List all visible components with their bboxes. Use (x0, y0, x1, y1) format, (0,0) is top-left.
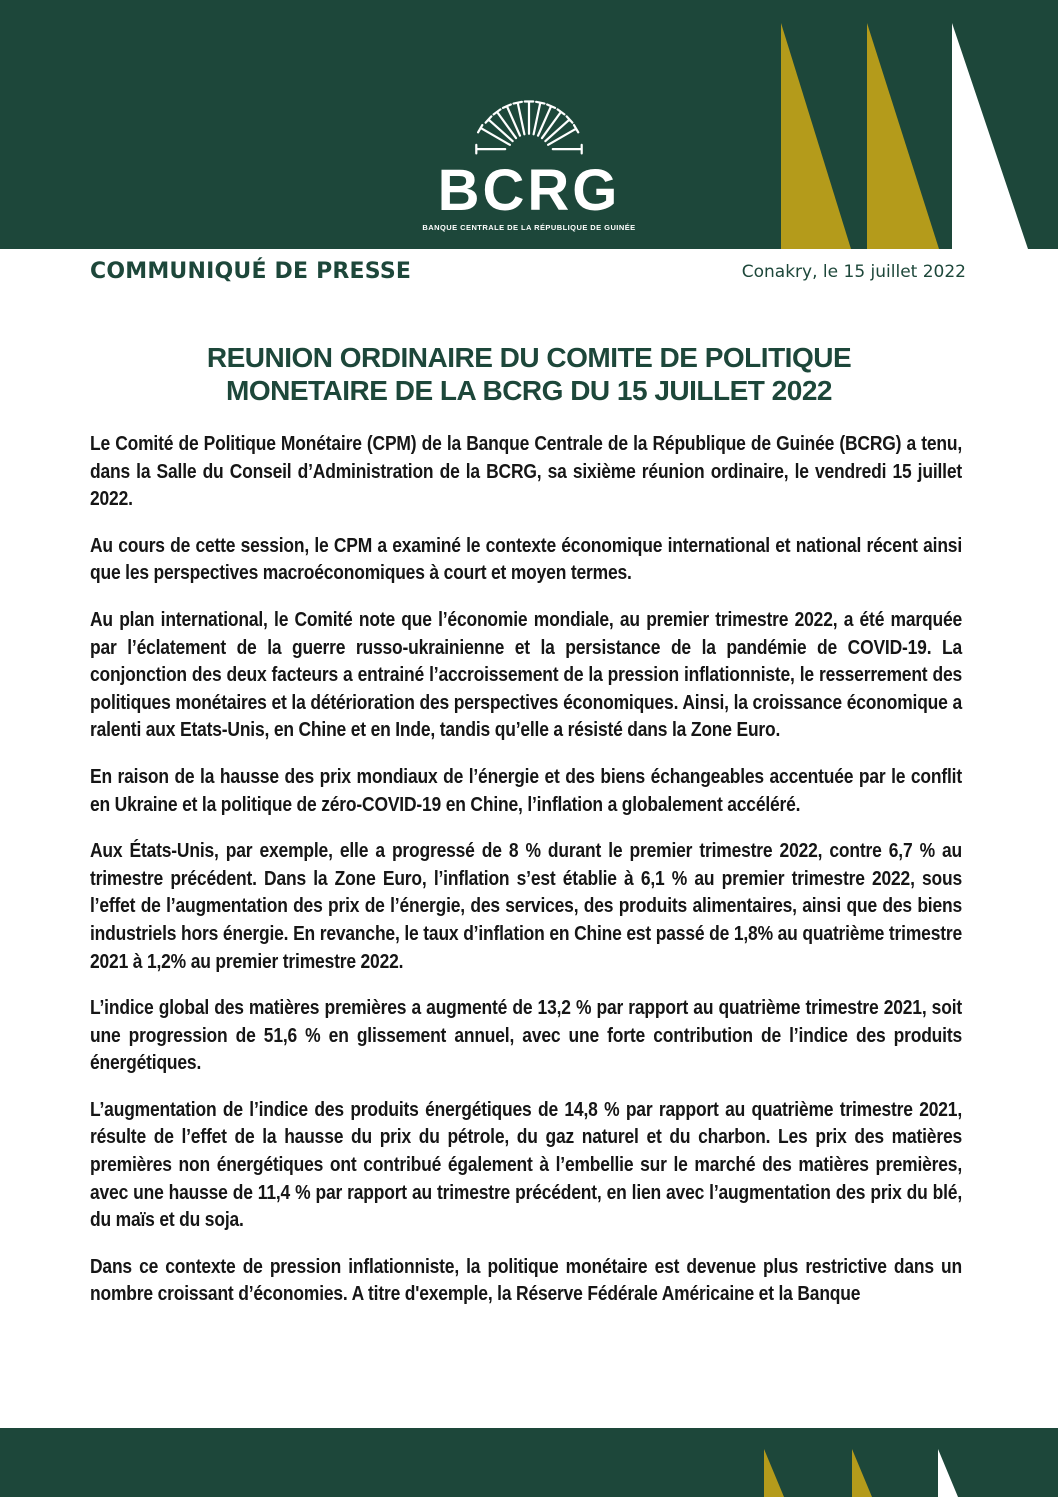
paragraph-international: Au plan international, le Comité note que l’économie mondiale, au premier trimestre 2022, a été marquée par l’éclatement de la guerre russo-ukrainienne et la persistance de la pandémie de COVID-19. La conjonction des deux facteurs a entrainé l’accroissement de la pression inflationniste, le resserrement des politiques monétaires et la détérioration des perspectives économiques. Ainsi, la croissance économique a ralenti aux Etats-Unis, en Chine et en Inde, tandis qu’elle a résisté dans la Zone Euro. (90, 608, 962, 742)
paragraph-energy-prices: En raison de la hausse des prix mondiaux de l’énergie et des biens échangeables accentuée par le conflit en Ukraine et la politique de zéro-COVID-19 en Chine, l’inflation a globalement accéléré. (90, 765, 962, 816)
logo-tagline: BANQUE CENTRALE DE LA RÉPUBLIQUE DE GUINÉE (422, 223, 636, 232)
press-release-label: COMMUNIQUÉ DE PRESSE (90, 259, 412, 284)
dateline: Conakry, le 15 juillet 2022 (741, 262, 966, 282)
document-title (0, 341, 1058, 407)
bcrg-logo (0, 0, 1058, 249)
document-title-line1: REUNION ORDINAIRE DU COMITE DE POLITIQUE (206, 342, 852, 373)
paragraph-energy-index: L’augmentation de l’indice des produits énergétiques de 14,8 % par rapport au quatrième trimestre 2021, résulte de l’effet de la hausse du prix du pétrole, du gaz naturel et du charbon. Les prix des matières premières non énergétiques ont contribué également à l’embellie sur le marché des matières premières, avec une hausse de 11,4 % par rapport au trimestre précédent, en lien avec l’augmentation des prix du blé, du maïs et du soja. (90, 1098, 962, 1232)
paragraph-commodity-index: L’indice global des matières premières a augmenté de 13,2 % par rapport au quatrième trimestre 2021, soit une progression de 51,6 % en glissement annuel, avec une forte contribution de l’indice des produits énergétiques. (90, 997, 962, 1075)
logo-wordmark: BCRG (437, 158, 621, 223)
paragraph-session: Au cours de cette session, le CPM a examiné le contexte économique international et national récent ainsi que les perspectives macroéconomiques à court et moyen termes. (90, 534, 962, 585)
footer-band (0, 1428, 1058, 1497)
paragraph-monetary-policy: Dans ce contexte de pression inflationniste, la politique monétaire est devenue plus restrictive dans un nombre croissant d’économies. A titre d'exemple, la Réserve Fédérale Américaine et la Banque (90, 1255, 962, 1306)
white-triangle (938, 1449, 958, 1497)
footer-decorative-triangles (0, 1428, 1058, 1497)
meta-row (90, 259, 966, 285)
gold-triangle (852, 1449, 872, 1497)
document-body (90, 431, 962, 1309)
paragraph-inflation-figures: Aux États-Unis, par exemple, elle a progressé de 8 % durant le premier trimestre 2022, contre 6,7 % au trimestre précédent. Dans la Zone Euro, l’inflation s’est établie à 6,1 % au premier trimestre 2022, sous l’effet de l’augmentation des prix de l’énergie, des services, des produits alimentaires, ainsi que des biens industriels hors énergie. En revanche, le taux d’inflation en Chine est passé de 1,8% au quatrième trimestre 2021 à 1,2% au premier trimestre 2022. (90, 840, 962, 973)
document-title-line2: MONETAIRE DE LA BCRG DU 15 JUILLET 2022 (226, 375, 832, 406)
header-band (0, 0, 1058, 249)
logo-fan-icon (453, 93, 605, 161)
paragraph-intro: Le Comité de Politique Monétaire (CPM) de la Banque Centrale de la République de Guinée (BCRG) a tenu, dans la Salle du Conseil d’Administration de la BCRG, sa sixième réunion ordinaire, le vendredi 15 juillet 2022. (90, 433, 962, 511)
gold-triangle (764, 1449, 784, 1497)
